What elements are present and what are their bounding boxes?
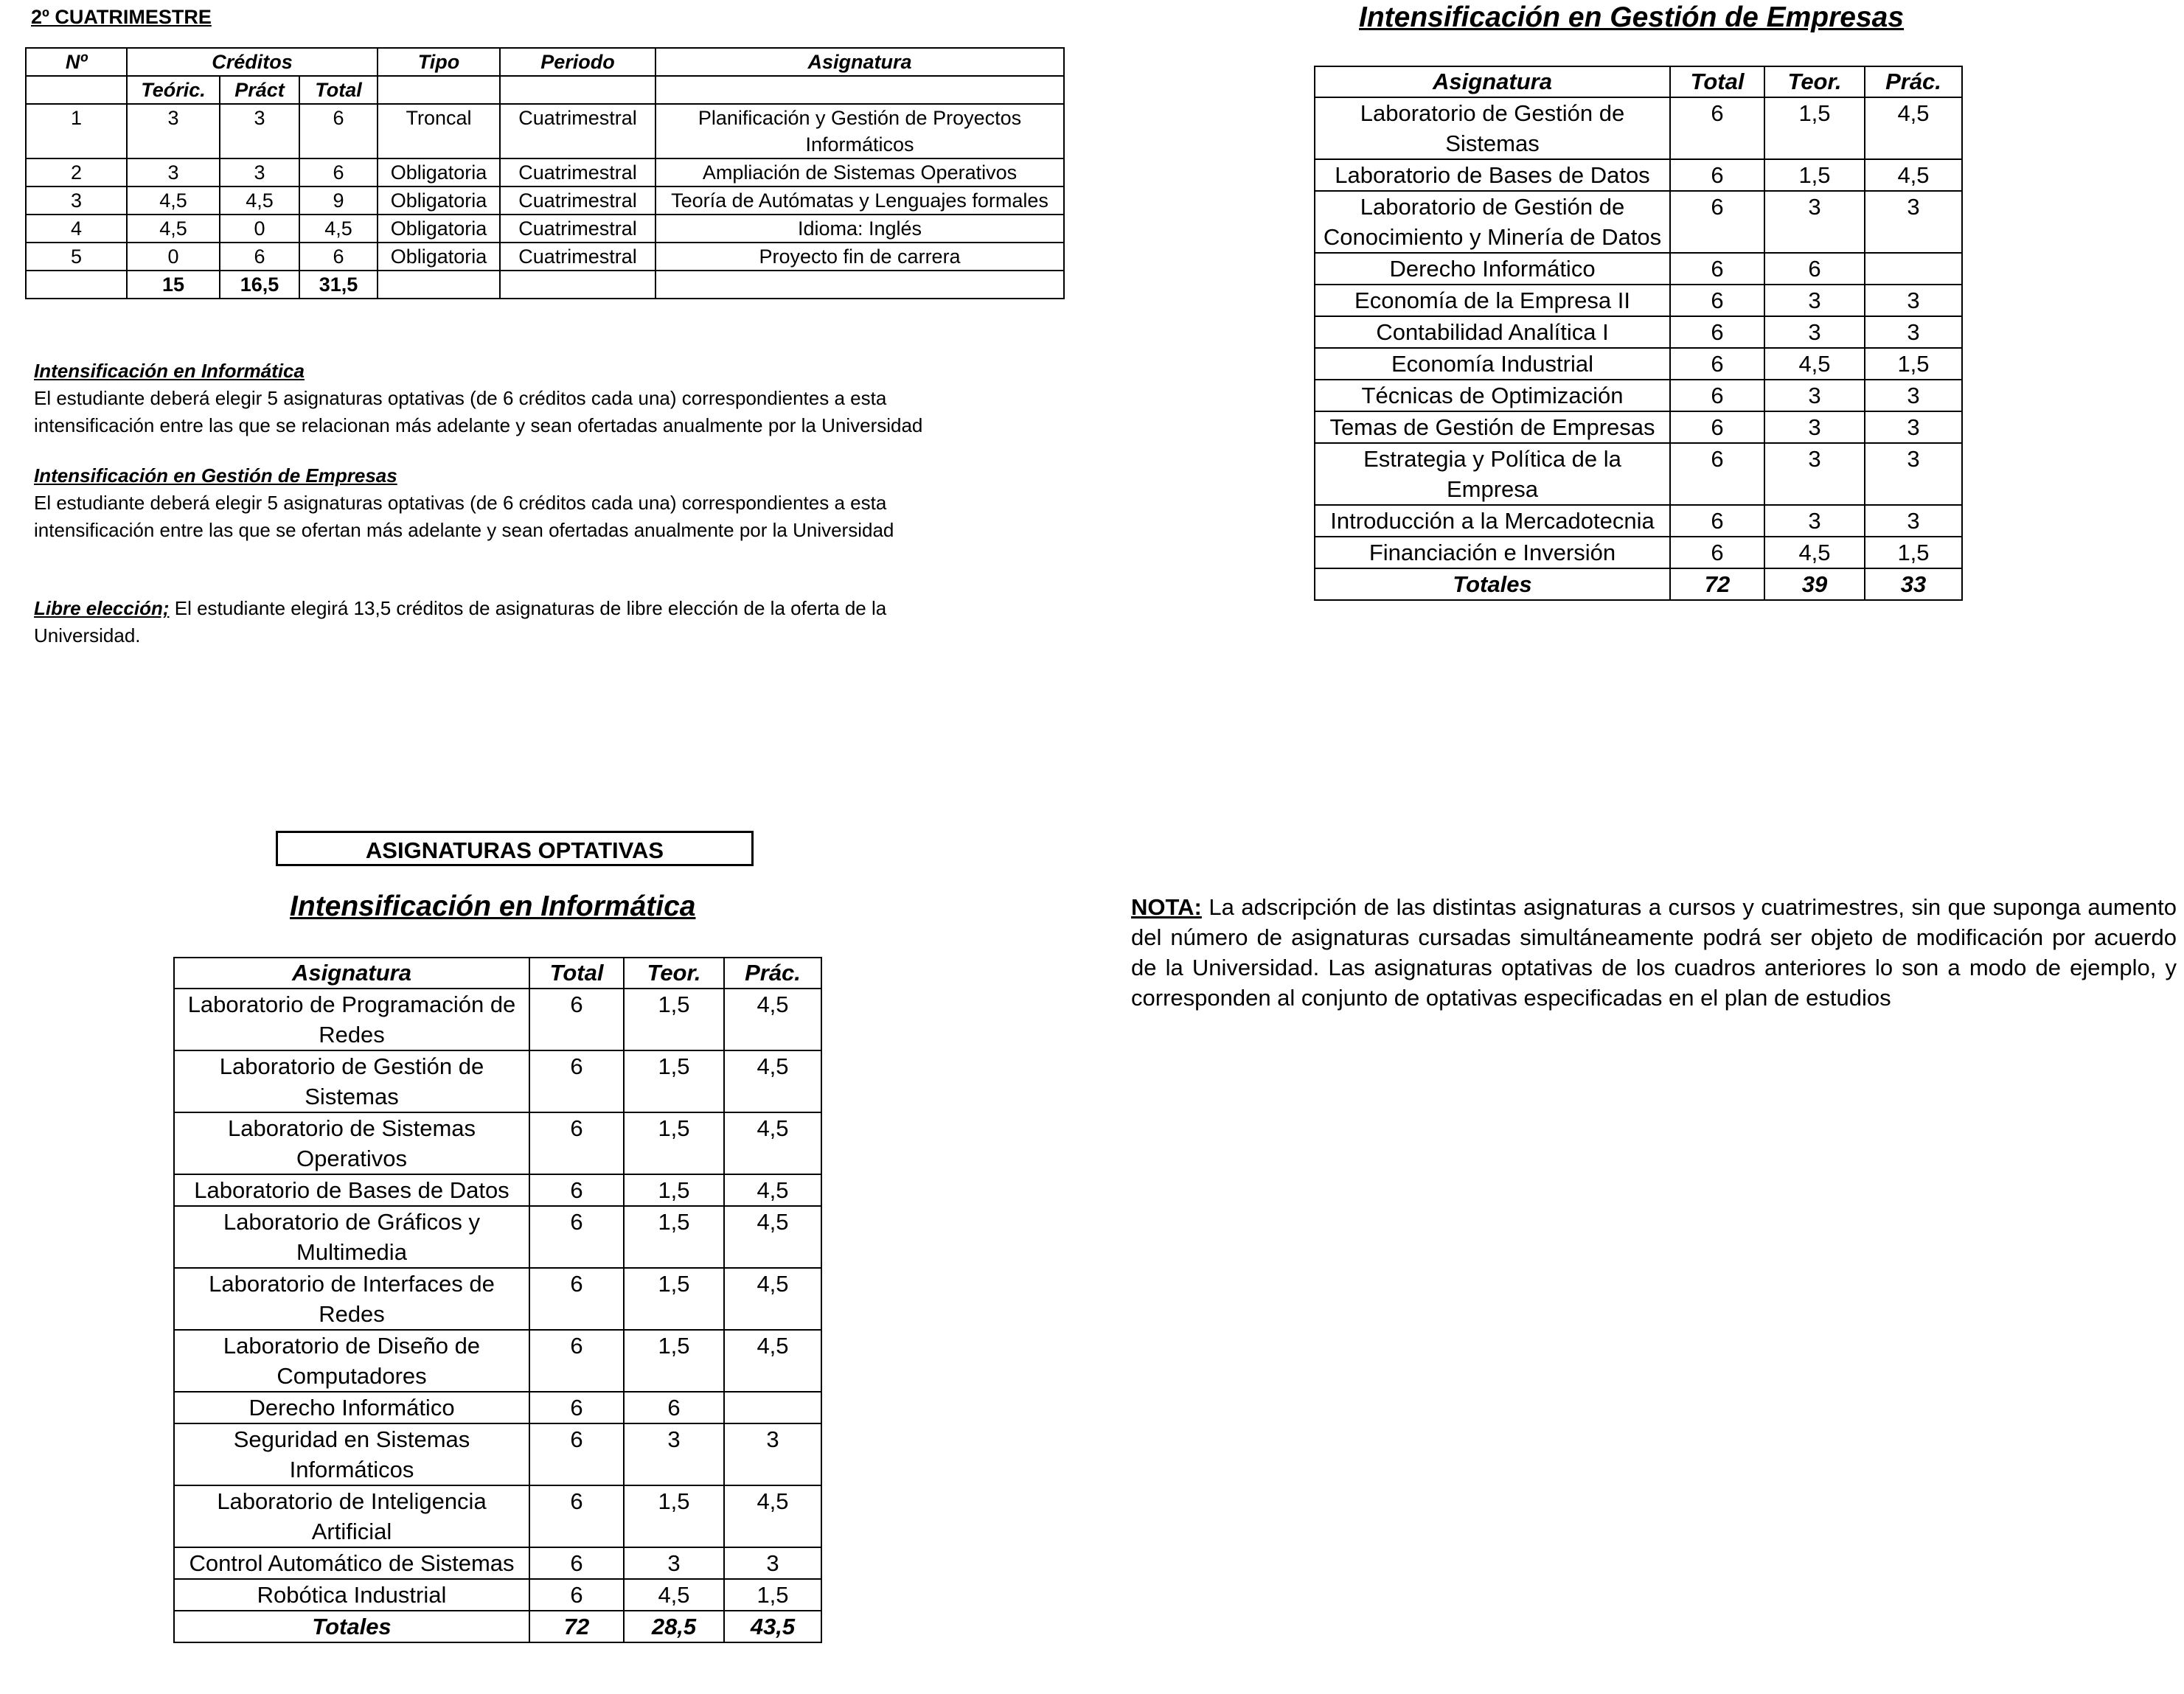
cell-asig: Laboratorio de Diseño de Computadores (174, 1330, 529, 1392)
table-row (174, 989, 821, 1050)
table-row (1315, 505, 1962, 537)
cell-tot: 4,5 (299, 215, 378, 243)
cell-teor: 6 (624, 1392, 724, 1423)
col-pract: Práct (220, 76, 299, 104)
cell-prac: 4,5 (1865, 97, 1962, 159)
optativas-heading-box: ASIGNATURAS OPTATIVAS (276, 831, 754, 866)
cell-tot: 9 (299, 187, 378, 215)
col-teor: Teor. (624, 958, 724, 989)
cell-total: 6 (529, 1050, 624, 1112)
cell-tipo: Troncal (378, 104, 500, 158)
cell-teor: 3 (1764, 411, 1865, 443)
table-row (26, 104, 1064, 158)
cell-total: 6 (1670, 505, 1764, 537)
cell-teor: 3 (1764, 316, 1865, 348)
cell-asig: Temas de Gestión de Empresas (1315, 411, 1670, 443)
table-row (1315, 348, 1962, 380)
cell-total: 6 (1670, 316, 1764, 348)
cell-teor: 1,5 (624, 1330, 724, 1392)
total-pra: 16,5 (220, 271, 299, 299)
cell-num: 5 (26, 243, 127, 271)
cell-asig: Estrategia y Política de la Empresa (1315, 443, 1670, 505)
table-row (1315, 537, 1962, 568)
cell-asig: Laboratorio de Inteligencia Artificial (174, 1485, 529, 1547)
total-prac: 33 (1865, 568, 1962, 600)
cell-asig: Introducción a la Mercadotecnia (1315, 505, 1670, 537)
intro-informatica-heading: Intensificación en Informática (34, 360, 305, 382)
cell-teor: 3 (1764, 191, 1865, 253)
cell-prac: 1,5 (1865, 537, 1962, 568)
cell-asig: Laboratorio de Bases de Datos (174, 1174, 529, 1206)
cell-prac: 1,5 (724, 1579, 821, 1611)
cell-prac: 4,5 (724, 989, 821, 1050)
table-row (174, 1112, 821, 1174)
informatica-title: Intensificación en Informática (290, 890, 696, 922)
cell-prac: 3 (1865, 505, 1962, 537)
cell-prac: 3 (1865, 380, 1962, 411)
gestion-table (1314, 66, 1963, 601)
table-row (1315, 159, 1962, 191)
table-row (174, 1547, 821, 1579)
cell-asig: Laboratorio de Interfaces de Redes (174, 1268, 529, 1330)
cell-prac: 4,5 (724, 1330, 821, 1392)
total-prac: 43,5 (724, 1611, 821, 1642)
table-row (1315, 411, 1962, 443)
cell-total: 6 (1670, 443, 1764, 505)
cell-teor: 3 (1764, 285, 1865, 316)
cell-asig: Laboratorio de Gráficos y Multimedia (174, 1206, 529, 1268)
col-prac: Prác. (724, 958, 821, 989)
cell-periodo: Cuatrimestral (500, 187, 655, 215)
semester-header-row (26, 48, 1064, 76)
cell-teor: 1,5 (624, 1485, 724, 1547)
semester-title: 2º CUATRIMESTRE (31, 6, 212, 28)
table-row (174, 1268, 821, 1330)
total-label: Totales (174, 1611, 529, 1642)
cell-total: 6 (529, 1268, 624, 1330)
cell-total: 6 (529, 1579, 624, 1611)
cell-asig: Seguridad en Sistemas Informáticos (174, 1423, 529, 1485)
cell-asig: Laboratorio de Gestión de Conocimiento y Minería de Datos (1315, 191, 1670, 253)
cell-total: 6 (1670, 159, 1764, 191)
cell-periodo: Cuatrimestral (500, 158, 655, 187)
cell-prac: 4,5 (724, 1174, 821, 1206)
cell-periodo: Cuatrimestral (500, 104, 655, 158)
cell-total: 6 (529, 1423, 624, 1485)
semester-table (25, 47, 1065, 299)
table-row (174, 1330, 821, 1392)
cell-prac: 3 (1865, 285, 1962, 316)
table-row (174, 1174, 821, 1206)
cell-total: 6 (529, 989, 624, 1050)
table-row (1315, 253, 1962, 285)
table-row (1315, 97, 1962, 159)
cell-prac: 4,5 (724, 1206, 821, 1268)
cell-prac: 4,5 (724, 1050, 821, 1112)
cell-asignatura: Planificación y Gestión de Proyectos Informáticos (655, 104, 1064, 158)
cell-teo: 3 (127, 104, 220, 158)
cell-tot: 6 (299, 243, 378, 271)
cell-total: 6 (1670, 191, 1764, 253)
cell-total: 6 (1670, 411, 1764, 443)
cell-teor: 3 (624, 1423, 724, 1485)
cell-prac: 4,5 (724, 1268, 821, 1330)
cell-total: 6 (1670, 97, 1764, 159)
table-row (26, 215, 1064, 243)
intro-gestion-heading: Intensificación en Gestión de Empresas (34, 464, 397, 487)
cell-pra: 6 (220, 243, 299, 271)
col-total: Total (299, 76, 378, 104)
nota-text: La adscripción de las distintas asignaturas a cursos y cuatrimestres, sin que suponga aumento del número de asignaturas cursadas simultáneamente podrá ser objeto de modificación por acuerdo de la Universidad. Las asignaturas optativas de los cuadros anteriores lo son a modo de ejemplo, y corresponden al conjunto de optativas especificadas en el plan de estudios (1131, 894, 2177, 1011)
cell-prac: 3 (1865, 443, 1962, 505)
totals-row (174, 1611, 821, 1642)
cell-total: 6 (1670, 285, 1764, 316)
col-prac: Prác. (1865, 66, 1962, 97)
cell-asignatura: Idioma: Inglés (655, 215, 1064, 243)
cell-teo: 3 (127, 158, 220, 187)
cell-asig: Financiación e Inversión (1315, 537, 1670, 568)
table-row (174, 1579, 821, 1611)
cell-prac: 1,5 (1865, 348, 1962, 380)
cell-teor: 1,5 (624, 1206, 724, 1268)
cell-tipo: Obligatoria (378, 158, 500, 187)
table-row (1315, 316, 1962, 348)
cell-total: 6 (529, 1485, 624, 1547)
table-row (174, 1206, 821, 1268)
cell-num: 2 (26, 158, 127, 187)
cell-total: 6 (529, 1112, 624, 1174)
cell-asig: Control Automático de Sistemas (174, 1547, 529, 1579)
cell-asig: Contabilidad Analítica I (1315, 316, 1670, 348)
cell-teor: 4,5 (624, 1579, 724, 1611)
gestion-title: Intensificación en Gestión de Empresas (1359, 1, 1905, 33)
table-row (1315, 443, 1962, 505)
cell-teor: 1,5 (624, 989, 724, 1050)
intro-libre-text: El estudiante elegirá 13,5 créditos de asignaturas de libre elección de la oferta de la Universidad. (34, 597, 887, 646)
cell-teor: 1,5 (1764, 159, 1865, 191)
cell-asig: Robótica Industrial (174, 1579, 529, 1611)
table-row (174, 1392, 821, 1423)
nota-paragraph (1131, 892, 2177, 1013)
intro-informatica (34, 358, 985, 439)
total-label: Totales (1315, 568, 1670, 600)
cell-periodo: Cuatrimestral (500, 243, 655, 271)
table-row (174, 1050, 821, 1112)
cell-teor: 1,5 (624, 1112, 724, 1174)
total-teor: 28,5 (624, 1611, 724, 1642)
col-tipo: Tipo (378, 48, 500, 76)
cell-num: 3 (26, 187, 127, 215)
cell-total: 6 (1670, 348, 1764, 380)
cell-asig: Derecho Informático (1315, 253, 1670, 285)
cell-total: 6 (1670, 537, 1764, 568)
cell-asig: Laboratorio de Gestión de Sistemas (174, 1050, 529, 1112)
cell-prac: 3 (1865, 316, 1962, 348)
gestion-header-row (1315, 66, 1962, 97)
intro-libre (34, 595, 985, 649)
table-row (1315, 380, 1962, 411)
informatica-header-row (174, 958, 821, 989)
cell-prac (724, 1392, 821, 1423)
table-row (174, 1423, 821, 1485)
cell-num: 1 (26, 104, 127, 158)
cell-asig: Laboratorio de Bases de Datos (1315, 159, 1670, 191)
table-row (1315, 191, 1962, 253)
cell-teor: 3 (624, 1547, 724, 1579)
col-total: Total (529, 958, 624, 989)
col-periodo: Periodo (500, 48, 655, 76)
total-tot: 31,5 (299, 271, 378, 299)
cell-tipo: Obligatoria (378, 215, 500, 243)
cell-pra: 4,5 (220, 187, 299, 215)
totals-row (26, 271, 1064, 299)
cell-asig: Economía de la Empresa II (1315, 285, 1670, 316)
table-row (26, 158, 1064, 187)
cell-teor: 1,5 (1764, 97, 1865, 159)
total-total: 72 (1670, 568, 1764, 600)
col-teor: Teor. (1764, 66, 1865, 97)
cell-total: 6 (1670, 253, 1764, 285)
cell-prac: 3 (724, 1423, 821, 1485)
cell-asignatura: Ampliación de Sistemas Operativos (655, 158, 1064, 187)
cell-total: 6 (529, 1392, 624, 1423)
cell-asig: Economía Industrial (1315, 348, 1670, 380)
cell-asig: Laboratorio de Programación de Redes (174, 989, 529, 1050)
semester-subheader-row (26, 76, 1064, 104)
total-teor: 39 (1764, 568, 1865, 600)
cell-teor: 4,5 (1764, 537, 1865, 568)
cell-pra: 0 (220, 215, 299, 243)
cell-teor: 4,5 (1764, 348, 1865, 380)
cell-teor: 6 (1764, 253, 1865, 285)
cell-asig: Derecho Informático (174, 1392, 529, 1423)
intro-gestion-text: El estudiante deberá elegir 5 asignaturas optativas (de 6 créditos cada una) correspondientes a esta intensificación entre las que se ofertan más adelante y sean ofertadas anualmente por la Universidad (34, 492, 894, 541)
col-asignatura: Asignatura (174, 958, 529, 989)
nota-heading: NOTA: (1131, 894, 1202, 920)
table-row (174, 1485, 821, 1547)
col-total: Total (1670, 66, 1764, 97)
cell-total: 6 (529, 1206, 624, 1268)
cell-prac: 3 (724, 1547, 821, 1579)
total-teo: 15 (127, 271, 220, 299)
cell-asig: Laboratorio de Gestión de Sistemas (1315, 97, 1670, 159)
cell-teo: 4,5 (127, 187, 220, 215)
table-row (1315, 285, 1962, 316)
cell-num: 4 (26, 215, 127, 243)
cell-pra: 3 (220, 104, 299, 158)
cell-prac: 3 (1865, 411, 1962, 443)
cell-teor: 1,5 (624, 1174, 724, 1206)
cell-prac: 4,5 (724, 1112, 821, 1174)
cell-total: 6 (529, 1547, 624, 1579)
col-asignatura: Asignatura (655, 48, 1064, 76)
cell-asignatura: Teoría de Autómatas y Lenguajes formales (655, 187, 1064, 215)
cell-teor: 1,5 (624, 1268, 724, 1330)
intro-libre-heading: Libre elección; (34, 597, 170, 619)
col-teoric: Teóric. (127, 76, 220, 104)
table-row (26, 243, 1064, 271)
cell-total: 6 (1670, 380, 1764, 411)
cell-asig: Técnicas de Optimización (1315, 380, 1670, 411)
col-num: Nº (26, 48, 127, 76)
cell-prac (1865, 253, 1962, 285)
cell-prac: 4,5 (1865, 159, 1962, 191)
intro-gestion (34, 462, 985, 544)
intro-informatica-text: El estudiante deberá elegir 5 asignaturas optativas (de 6 créditos cada una) correspondientes a esta intensificación entre las que se relacionan más adelante y sean ofertadas anualmente por la Universidad (34, 387, 923, 436)
cell-pra: 3 (220, 158, 299, 187)
totals-row (1315, 568, 1962, 600)
cell-tipo: Obligatoria (378, 187, 500, 215)
cell-teor: 1,5 (624, 1050, 724, 1112)
cell-teor: 3 (1764, 380, 1865, 411)
cell-total: 6 (529, 1330, 624, 1392)
col-asignatura: Asignatura (1315, 66, 1670, 97)
cell-prac: 4,5 (724, 1485, 821, 1547)
cell-asignatura: Proyecto fin de carrera (655, 243, 1064, 271)
table-row (26, 187, 1064, 215)
total-total: 72 (529, 1611, 624, 1642)
cell-teo: 0 (127, 243, 220, 271)
informatica-table (173, 957, 822, 1643)
cell-prac: 3 (1865, 191, 1962, 253)
cell-teo: 4,5 (127, 215, 220, 243)
cell-teor: 3 (1764, 505, 1865, 537)
cell-total: 6 (529, 1174, 624, 1206)
cell-periodo: Cuatrimestral (500, 215, 655, 243)
cell-tipo: Obligatoria (378, 243, 500, 271)
cell-tot: 6 (299, 104, 378, 158)
col-creditos: Créditos (127, 48, 378, 76)
cell-teor: 3 (1764, 443, 1865, 505)
cell-tot: 6 (299, 158, 378, 187)
cell-asig: Laboratorio de Sistemas Operativos (174, 1112, 529, 1174)
